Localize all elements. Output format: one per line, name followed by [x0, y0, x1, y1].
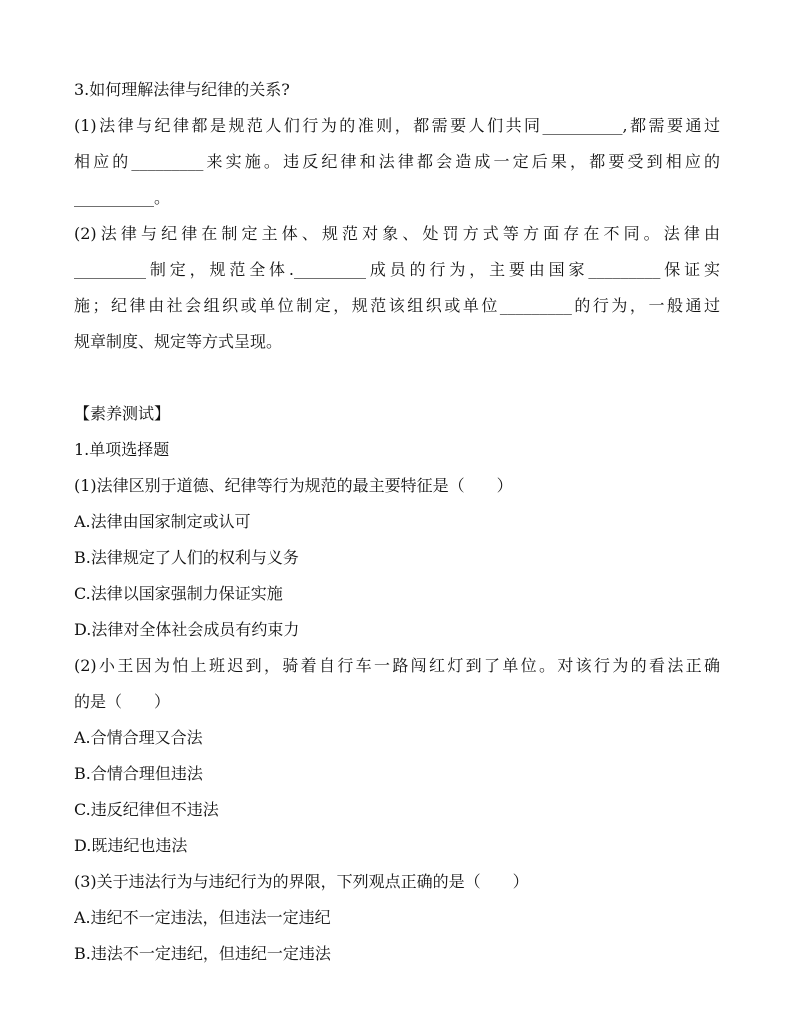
- question-1-option-d: D.法律对全体社会成员有约束力: [74, 620, 300, 639]
- document-page: [74, 72, 720, 972]
- paragraph-1-line-3: __________。: [74, 188, 171, 207]
- paragraph-2-line-2: _________制定，规范全体._________成员的行为，主要由国家_________保证实: [74, 260, 720, 279]
- question-3-option-a: A.违纪不一定违法，但违法一定违纪: [74, 908, 331, 927]
- paragraph-1-line-1: (1)法律与纪律都是规范人们行为的准则，都需要人们共同__________,都需要通过: [74, 116, 720, 135]
- question-3-stem: (3)关于违法行为与违纪行为的界限，下列观点正确的是（ ）: [74, 872, 529, 891]
- question-1-stem: (1)法律区别于道德、纪律等行为规范的最主要特征是（ ）: [74, 476, 513, 495]
- paragraph-2-line-3: 施；纪律由社会组织或单位制定，规范该组织或单位_________的行为，一般通过: [74, 296, 720, 315]
- question-2-option-a: A.合情合理又合法: [74, 728, 203, 747]
- question-2-option-c: C.违反纪律但不违法: [74, 800, 219, 819]
- question-3-heading: 3.如何理解法律与纪律的关系?: [74, 80, 290, 99]
- question-1-option-b: B.法律规定了人们的权利与义务: [74, 548, 299, 567]
- paragraph-2-line-4: 规章制度、规定等方式呈现。: [74, 332, 283, 351]
- section-spacer: [74, 360, 720, 396]
- question-2-stem-line-2: 的是（ ）: [74, 692, 171, 711]
- question-2-option-d: D.既违纪也违法: [74, 836, 188, 855]
- question-1-option-a: A.法律由国家制定或认可: [74, 512, 251, 531]
- question-1-option-c: C.法律以国家强制力保证实施: [74, 584, 283, 603]
- question-2-option-b: B.合情合理但违法: [74, 764, 203, 783]
- quiz-title: 【素养测试】: [74, 404, 171, 423]
- question-3-option-b: B.违法不一定违纪，但违纪一定违法: [74, 944, 331, 963]
- question-2-stem-line-1: (2)小王因为怕上班迟到，骑着自行车一路闯红灯到了单位。对该行为的看法正确: [74, 656, 720, 675]
- paragraph-2-line-1: (2)法律与纪律在制定主体、规范对象、处罚方式等方面存在不同。法律由: [74, 224, 720, 243]
- quiz-part-label: 1.单项选择题: [74, 440, 170, 459]
- paragraph-1-line-2: 相应的_________来实施。违反纪律和法律都会造成一定后果，都要受到相应的: [74, 152, 720, 171]
